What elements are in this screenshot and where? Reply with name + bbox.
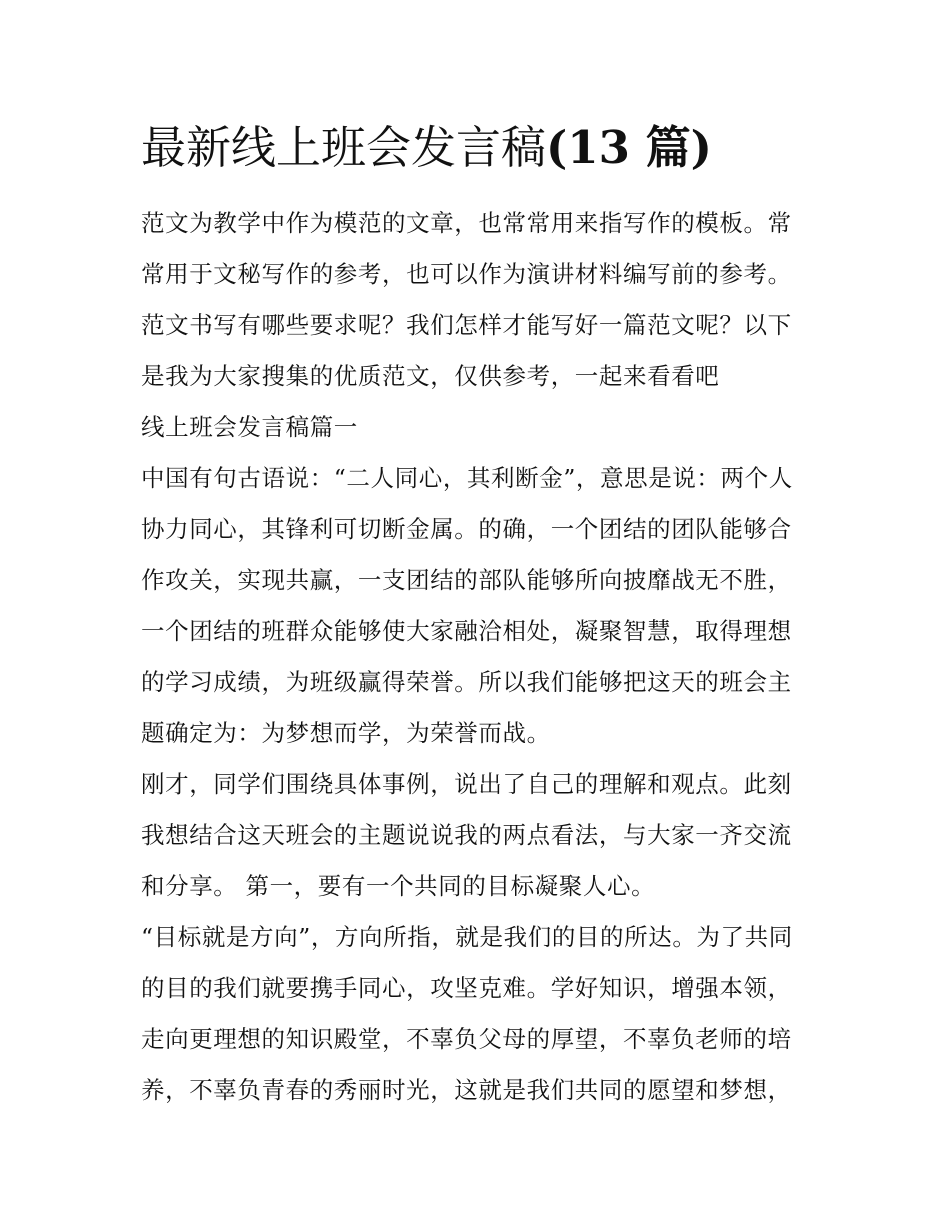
paragraph-line: 走向更理想的知识殿堂，不辜负父母的厚望，不辜负老师的培 bbox=[141, 1025, 792, 1053]
paragraph-line: 是我为大家搜集的优质范文，仅供参考，一起来看看吧 bbox=[141, 362, 720, 390]
paragraph-line: 的学习成绩，为班级赢得荣誉。所以我们能够把这天的班会主 bbox=[141, 668, 792, 696]
paragraph-line: 我想结合这天班会的主题说说我的两点看法，与大家一齐交流 bbox=[141, 821, 792, 849]
paragraph-line: 作攻关，实现共赢，一支团结的部队能够所向披靡战无不胜， bbox=[141, 566, 792, 594]
document-body bbox=[141, 118, 813, 1116]
title-count: (13 篇) bbox=[546, 121, 712, 174]
paragraph-line: 中国有句古语说：“二人同心，其利断金”，意思是说：两个人 bbox=[141, 464, 793, 492]
section-heading: 线上班会发言稿篇一 bbox=[141, 413, 358, 441]
paragraph-line: 协力同心，其锋利可切断金属。的确，一个团结的团队能够合 bbox=[141, 515, 792, 543]
paragraph-line: 刚才，同学们围绕具体事例，说出了自己的理解和观点。此刻 bbox=[141, 770, 792, 798]
paragraph-line: 常用于文秘写作的参考，也可以作为演讲材料编写前的参考。 bbox=[141, 260, 792, 288]
paragraph-line: 一个团结的班群众能够使大家融洽相处，凝聚智慧，取得理想 bbox=[141, 617, 792, 645]
document-title bbox=[141, 118, 813, 178]
paragraph-line: “目标就是方向”，方向所指，就是我们的目的所达。为了共同 bbox=[141, 923, 793, 951]
paragraph-line: 和分享。 第一，要有一个共同的目标凝聚人心。 bbox=[141, 872, 656, 900]
title-text: 最新线上班会发言稿 bbox=[141, 121, 547, 174]
paragraph-line: 的目的我们就要携手同心，攻坚克难。学好知识，增强本领， bbox=[141, 974, 792, 1002]
paragraph-line: 范文为教学中作为模范的文章，也常常用来指写作的模板。常 bbox=[141, 209, 792, 237]
paragraph-line: 养，不辜负青春的秀丽时光，这就是我们共同的愿望和梦想， bbox=[141, 1076, 792, 1104]
paragraph-line: 题确定为：为梦想而学，为荣誉而战。 bbox=[141, 719, 551, 747]
paragraph-line: 范文书写有哪些要求呢？我们怎样才能写好一篇范文呢？以下 bbox=[141, 311, 792, 339]
